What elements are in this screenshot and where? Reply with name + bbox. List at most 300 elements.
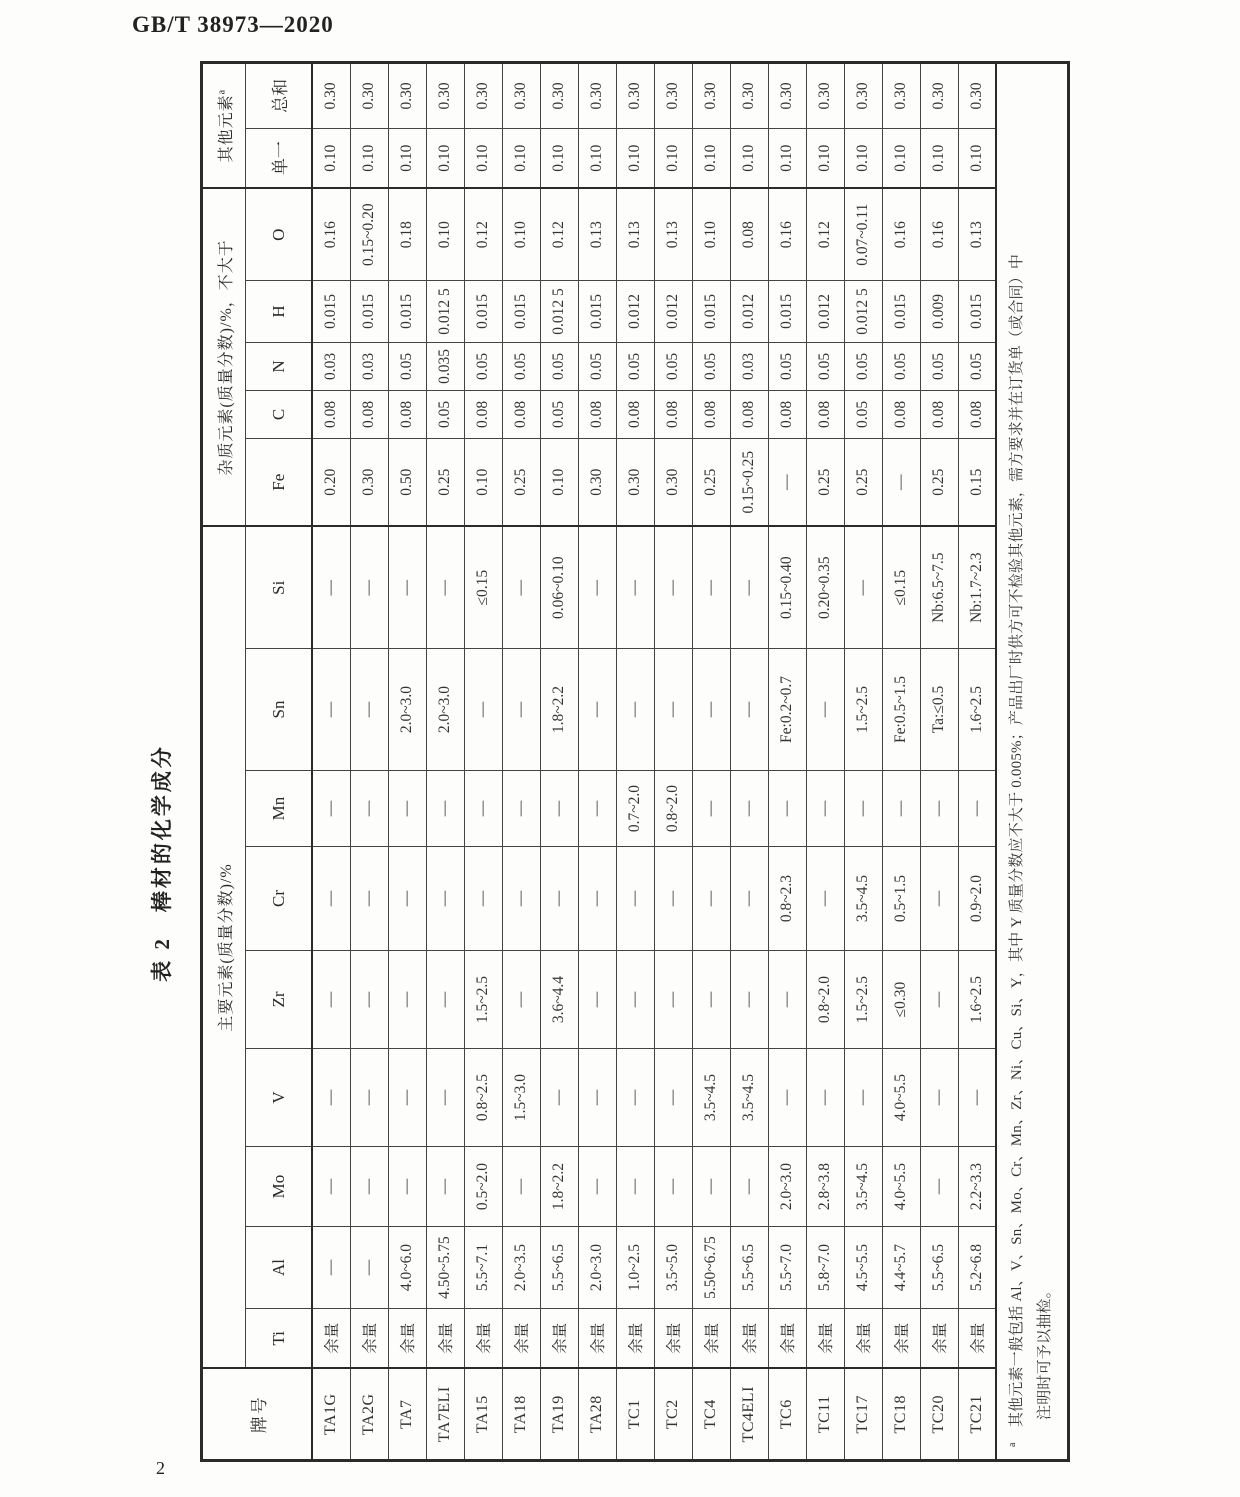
value-cell: 1.8~2.2 (540, 1147, 578, 1227)
value-cell: — (730, 771, 768, 847)
value-cell: 余量 (920, 1309, 958, 1369)
value-cell: 2.0~3.0 (768, 1147, 806, 1227)
value-cell: 余量 (882, 1309, 920, 1369)
grade-cell-TC18: TC18 (882, 1369, 920, 1461)
value-cell: 0.08 (464, 390, 502, 438)
value-cell: — (616, 847, 654, 951)
value-cell: 3.5~4.5 (844, 1147, 882, 1227)
value-cell: 0.25 (920, 438, 958, 526)
value-cell: — (958, 1049, 996, 1147)
value-cell: — (464, 847, 502, 951)
value-cell: 0.012 (730, 280, 768, 342)
value-cell: 3.5~4.5 (730, 1049, 768, 1147)
value-cell: 0.30 (464, 62, 502, 128)
element-header-Si: Si (246, 526, 313, 648)
value-cell: — (578, 847, 616, 951)
value-cell: — (388, 526, 426, 648)
value-cell: 1.5~2.5 (464, 951, 502, 1049)
value-cell: 0.012 (806, 280, 844, 342)
value-cell: 0.10 (730, 128, 768, 188)
value-cell: — (882, 438, 920, 526)
value-cell: 0.009 (920, 280, 958, 342)
value-cell: — (350, 1227, 388, 1309)
table-row-TC1 (616, 62, 654, 1460)
table-row-TA7 (388, 62, 426, 1460)
value-cell: 0.10 (882, 128, 920, 188)
element-header-O: O (246, 188, 313, 280)
element-header-Mo: Mo (246, 1147, 313, 1227)
value-cell: — (692, 771, 730, 847)
value-cell: 0.05 (578, 342, 616, 390)
value-cell: 0.05 (616, 342, 654, 390)
grade-cell-TC1: TC1 (616, 1369, 654, 1461)
value-cell: 4.5~5.5 (844, 1227, 882, 1309)
value-cell: 4.0~5.5 (882, 1147, 920, 1227)
value-cell: — (426, 526, 464, 648)
value-cell: — (502, 1147, 540, 1227)
value-cell: 2.0~3.5 (502, 1227, 540, 1309)
value-cell: 0.10 (692, 188, 730, 280)
value-cell: 0.13 (616, 188, 654, 280)
value-cell: 0.08 (350, 390, 388, 438)
value-cell: 0.012 5 (844, 280, 882, 342)
value-cell: — (768, 1049, 806, 1147)
value-cell: — (654, 1147, 692, 1227)
value-cell: 4.0~5.5 (882, 1049, 920, 1147)
element-header-总和: 总和 (246, 62, 313, 128)
table-body (312, 62, 996, 1460)
value-cell: 0.08 (920, 390, 958, 438)
value-cell: 0.15~0.40 (768, 526, 806, 648)
value-cell: ≤0.15 (882, 526, 920, 648)
value-cell: 0.015 (312, 280, 350, 342)
value-cell: 0.5~1.5 (882, 847, 920, 951)
value-cell: 0.10 (692, 128, 730, 188)
value-cell: 余量 (844, 1309, 882, 1369)
value-cell: 0.30 (654, 62, 692, 128)
value-cell: 0.30 (920, 62, 958, 128)
value-cell: 0.10 (502, 128, 540, 188)
value-cell: 0.10 (464, 438, 502, 526)
other-elements-group-header (202, 62, 246, 188)
value-cell: Ta:≤0.5 (920, 649, 958, 771)
value-cell: 余量 (350, 1309, 388, 1369)
value-cell: 4.50~5.75 (426, 1227, 464, 1309)
element-header-Zr: Zr (246, 951, 313, 1049)
value-cell: 3.5~5.0 (654, 1227, 692, 1309)
value-cell: — (502, 649, 540, 771)
value-cell: 0.08 (616, 390, 654, 438)
value-cell: ≤0.15 (464, 526, 502, 648)
value-cell: 0.8~2.5 (464, 1049, 502, 1147)
value-cell: 0.30 (502, 62, 540, 128)
value-cell: — (692, 951, 730, 1049)
value-cell: — (388, 1049, 426, 1147)
value-cell: 0.18 (388, 188, 426, 280)
value-cell: 1.6~2.5 (958, 649, 996, 771)
value-cell: 余量 (578, 1309, 616, 1369)
value-cell: — (692, 649, 730, 771)
element-header-Sn: Sn (246, 649, 313, 771)
value-cell: 0.7~2.0 (616, 771, 654, 847)
value-cell: — (730, 649, 768, 771)
value-cell: 余量 (312, 1309, 350, 1369)
value-cell: 2.8~3.8 (806, 1147, 844, 1227)
value-cell: 0.015 (578, 280, 616, 342)
value-cell: — (616, 526, 654, 648)
value-cell: — (578, 649, 616, 771)
element-header-Cr: Cr (246, 847, 313, 951)
value-cell: 0.30 (426, 62, 464, 128)
value-cell: — (426, 847, 464, 951)
value-cell: 余量 (388, 1309, 426, 1369)
value-cell: 5.5~7.1 (464, 1227, 502, 1309)
value-cell: — (578, 1147, 616, 1227)
value-cell: — (768, 771, 806, 847)
value-cell: — (350, 649, 388, 771)
value-cell: 0.30 (350, 438, 388, 526)
value-cell: 余量 (654, 1309, 692, 1369)
value-cell: 余量 (426, 1309, 464, 1369)
value-cell: — (578, 526, 616, 648)
value-cell: 0.30 (616, 438, 654, 526)
value-cell: — (350, 1147, 388, 1227)
group-header-row (202, 62, 246, 1460)
element-header-N: N (246, 342, 313, 390)
impurity-elements-group-header: 杂质元素(质量分数)/%，不大于 (202, 188, 246, 526)
value-cell: 0.08 (768, 390, 806, 438)
value-cell: — (350, 847, 388, 951)
value-cell: — (350, 771, 388, 847)
element-header-C: C (246, 390, 313, 438)
value-cell: 1.6~2.5 (958, 951, 996, 1049)
value-cell: 0.8~2.0 (654, 771, 692, 847)
value-cell: 5.5~6.5 (540, 1227, 578, 1309)
value-cell: 0.20~0.35 (806, 526, 844, 648)
value-cell: — (578, 771, 616, 847)
value-cell: — (958, 771, 996, 847)
value-cell: 0.015 (464, 280, 502, 342)
value-cell: 0.10 (540, 128, 578, 188)
value-cell: 0.30 (616, 62, 654, 128)
value-cell: 0.05 (958, 342, 996, 390)
value-cell: 0.16 (920, 188, 958, 280)
value-cell: 0.30 (654, 438, 692, 526)
value-cell: — (312, 1227, 350, 1309)
value-cell: 0.25 (844, 438, 882, 526)
table-row-TA19 (540, 62, 578, 1460)
value-cell: 0.08 (654, 390, 692, 438)
value-cell: — (540, 771, 578, 847)
footnote-line-2: 注明时可予以抽检。 (1037, 1283, 1053, 1420)
value-cell: Fe:0.5~1.5 (882, 649, 920, 771)
value-cell: 0.10 (958, 128, 996, 188)
value-cell: — (312, 1147, 350, 1227)
value-cell: 3.5~4.5 (692, 1049, 730, 1147)
value-cell: 0.05 (540, 342, 578, 390)
value-cell: 0.05 (464, 342, 502, 390)
value-cell: 0.10 (502, 188, 540, 280)
value-cell: 1.5~3.0 (502, 1049, 540, 1147)
value-cell: 0.012 5 (540, 280, 578, 342)
grade-cell-TA19: TA19 (540, 1369, 578, 1461)
value-cell: — (654, 1049, 692, 1147)
value-cell: 0.10 (806, 128, 844, 188)
value-cell: 2.2~3.3 (958, 1147, 996, 1227)
value-cell: 0.05 (768, 342, 806, 390)
value-cell: — (616, 1049, 654, 1147)
element-header-Fe: Fe (246, 438, 313, 526)
value-cell: — (312, 526, 350, 648)
value-cell: 1.8~2.2 (540, 649, 578, 771)
value-cell: Nb:1.7~2.3 (958, 526, 996, 648)
value-cell: 3.5~4.5 (844, 847, 882, 951)
value-cell: 0.08 (578, 390, 616, 438)
value-cell: 0.015 (958, 280, 996, 342)
value-cell: — (464, 649, 502, 771)
element-header-Mn: Mn (246, 771, 313, 847)
value-cell: 余量 (958, 1309, 996, 1369)
value-cell: 0.25 (426, 438, 464, 526)
value-cell: — (806, 649, 844, 771)
value-cell: — (654, 649, 692, 771)
value-cell: — (806, 771, 844, 847)
value-cell: 0.9~2.0 (958, 847, 996, 951)
value-cell: — (502, 847, 540, 951)
value-cell: 0.15 (958, 438, 996, 526)
value-cell: 0.30 (578, 438, 616, 526)
value-cell: 0.05 (920, 342, 958, 390)
value-cell: 0.8~2.3 (768, 847, 806, 951)
value-cell: — (692, 526, 730, 648)
value-cell: — (350, 526, 388, 648)
value-cell: — (806, 1049, 844, 1147)
table-row-TC17 (844, 62, 882, 1460)
value-cell: — (654, 526, 692, 648)
value-cell: 0.05 (806, 342, 844, 390)
value-cell: 0.30 (388, 62, 426, 128)
value-cell: 5.8~7.0 (806, 1227, 844, 1309)
value-cell: 3.6~4.4 (540, 951, 578, 1049)
value-cell: 0.05 (426, 390, 464, 438)
value-cell: 2.0~3.0 (388, 649, 426, 771)
value-cell: — (654, 847, 692, 951)
value-cell: 0.08 (730, 188, 768, 280)
value-cell: 5.5~6.5 (920, 1227, 958, 1309)
value-cell: — (844, 1049, 882, 1147)
value-cell: — (730, 951, 768, 1049)
value-cell: — (350, 1049, 388, 1147)
table-row-TC11 (806, 62, 844, 1460)
value-cell: 0.16 (768, 188, 806, 280)
value-cell: 0.08 (806, 390, 844, 438)
value-cell: — (502, 526, 540, 648)
table-row-TC4ELI (730, 62, 768, 1460)
value-cell: 余量 (464, 1309, 502, 1369)
value-cell: 0.25 (806, 438, 844, 526)
value-cell: 4.0~6.0 (388, 1227, 426, 1309)
value-cell: 余量 (540, 1309, 578, 1369)
table-row-TC18 (882, 62, 920, 1460)
value-cell: 0.015 (502, 280, 540, 342)
value-cell: 0.5~2.0 (464, 1147, 502, 1227)
value-cell: 0.015 (388, 280, 426, 342)
table-row-TA1G (312, 62, 350, 1460)
main-elements-group-header: 主要元素(质量分数)/% (202, 526, 246, 1368)
value-cell: — (654, 951, 692, 1049)
element-header-单一: 单一 (246, 128, 313, 188)
value-cell: — (312, 649, 350, 771)
table-row-TA15 (464, 62, 502, 1460)
value-cell: 0.05 (844, 342, 882, 390)
table-row-TA7ELI (426, 62, 464, 1460)
value-cell: 0.10 (654, 128, 692, 188)
value-cell: 0.10 (540, 438, 578, 526)
value-cell: 0.10 (388, 128, 426, 188)
value-cell: — (920, 1147, 958, 1227)
value-cell: 0.03 (350, 342, 388, 390)
value-cell: 余量 (806, 1309, 844, 1369)
value-cell: 0.30 (350, 62, 388, 128)
value-cell: 0.10 (464, 128, 502, 188)
grade-cell-TC2: TC2 (654, 1369, 692, 1461)
footnote-marker: a (216, 88, 228, 95)
value-cell: 0.012 (616, 280, 654, 342)
grade-cell-TC4ELI: TC4ELI (730, 1369, 768, 1461)
value-cell: 0.30 (882, 62, 920, 128)
value-cell: — (730, 847, 768, 951)
value-cell: 5.5~6.5 (730, 1227, 768, 1309)
value-cell: — (616, 951, 654, 1049)
value-cell: 0.12 (464, 188, 502, 280)
value-cell: — (920, 1049, 958, 1147)
table-row-TC4 (692, 62, 730, 1460)
value-cell: — (844, 771, 882, 847)
value-cell: — (312, 771, 350, 847)
value-cell: 0.16 (882, 188, 920, 280)
value-cell: 4.4~5.7 (882, 1227, 920, 1309)
value-cell: — (426, 771, 464, 847)
value-cell: 0.05 (502, 342, 540, 390)
value-cell: 0.10 (920, 128, 958, 188)
grade-cell-TA15: TA15 (464, 1369, 502, 1461)
value-cell: 0.015 (768, 280, 806, 342)
value-cell: 0.10 (768, 128, 806, 188)
value-cell: ≤0.30 (882, 951, 920, 1049)
value-cell: 0.12 (540, 188, 578, 280)
value-cell: 1.5~2.5 (844, 951, 882, 1049)
value-cell: 0.10 (616, 128, 654, 188)
table-title: 表 2 棒材的化学成分 (150, 744, 174, 982)
table-row-TC6 (768, 62, 806, 1460)
value-cell: Nb:6.5~7.5 (920, 526, 958, 648)
value-cell: 0.08 (388, 390, 426, 438)
value-cell: — (730, 1147, 768, 1227)
value-cell: 0.25 (502, 438, 540, 526)
value-cell: 0.30 (958, 62, 996, 128)
element-header-row (246, 62, 313, 1460)
value-cell: 0.035 (426, 342, 464, 390)
chemical-composition-table (200, 61, 1070, 1462)
value-cell: — (350, 951, 388, 1049)
value-cell: 0.50 (388, 438, 426, 526)
value-cell: — (578, 1049, 616, 1147)
grade-cell-TA1G: TA1G (312, 1369, 350, 1461)
element-header-Ti: Ti (246, 1309, 313, 1369)
value-cell: 0.10 (426, 128, 464, 188)
value-cell: 5.50~6.75 (692, 1227, 730, 1309)
value-cell: 0.03 (312, 342, 350, 390)
table-row-TA2G (350, 62, 388, 1460)
value-cell: 0.03 (730, 342, 768, 390)
value-cell: — (844, 526, 882, 648)
value-cell: — (502, 951, 540, 1049)
value-cell: 0.012 (654, 280, 692, 342)
value-cell: — (768, 438, 806, 526)
value-cell: — (920, 951, 958, 1049)
value-cell: 0.015 (350, 280, 388, 342)
value-cell: 0.05 (654, 342, 692, 390)
value-cell: 0.015 (692, 280, 730, 342)
value-cell: 0.30 (806, 62, 844, 128)
grade-cell-TC20: TC20 (920, 1369, 958, 1461)
page-number: 2 (156, 1458, 165, 1478)
value-cell: — (426, 1147, 464, 1227)
value-cell: — (426, 1049, 464, 1147)
grade-cell-TA7ELI: TA7ELI (426, 1369, 464, 1461)
value-cell: 0.30 (540, 62, 578, 128)
value-cell: 0.08 (692, 390, 730, 438)
value-cell: 0.05 (540, 390, 578, 438)
value-cell: 0.8~2.0 (806, 951, 844, 1049)
value-cell: — (692, 1147, 730, 1227)
table-row-TC2 (654, 62, 692, 1460)
footnote-row (996, 62, 1069, 1460)
value-cell: 0.05 (388, 342, 426, 390)
value-cell: — (388, 951, 426, 1049)
value-cell: 0.20 (312, 438, 350, 526)
value-cell: 0.10 (312, 128, 350, 188)
value-cell: 0.30 (578, 62, 616, 128)
grade-cell-TC11: TC11 (806, 1369, 844, 1461)
value-cell: 0.10 (350, 128, 388, 188)
value-cell: 2.0~3.0 (426, 649, 464, 771)
value-cell: Fe:0.2~0.7 (768, 649, 806, 771)
value-cell: 余量 (502, 1309, 540, 1369)
value-cell: 余量 (616, 1309, 654, 1369)
value-cell: 0.10 (844, 128, 882, 188)
value-cell: 0.13 (958, 188, 996, 280)
value-cell: 0.05 (844, 390, 882, 438)
value-cell: 0.08 (312, 390, 350, 438)
table-row-TC20 (920, 62, 958, 1460)
value-cell: — (692, 847, 730, 951)
value-cell: 0.10 (426, 188, 464, 280)
value-cell: 0.25 (692, 438, 730, 526)
footnote-text-1: 其他元素一般包括 Al、V、Sn、Mo、Cr、Mn、Zr、Ni、Cu、Si、Y，其中 Y 质量分数应不大于 0.005%；产品出厂时供方可不检验其他元素，需方要求并在订货单（或合同）中 (1009, 253, 1026, 1428)
value-cell: 0.015 (882, 280, 920, 342)
value-cell: — (426, 951, 464, 1049)
value-cell: — (578, 951, 616, 1049)
grade-cell-TC21: TC21 (958, 1369, 996, 1461)
value-cell: 0.30 (692, 62, 730, 128)
value-cell: — (502, 771, 540, 847)
doc-number: GB/T 38973—2020 (132, 12, 334, 37)
table-row-TC21 (958, 62, 996, 1460)
value-cell: — (616, 1147, 654, 1227)
grade-cell-TC6: TC6 (768, 1369, 806, 1461)
value-cell: 0.07~0.11 (844, 188, 882, 280)
